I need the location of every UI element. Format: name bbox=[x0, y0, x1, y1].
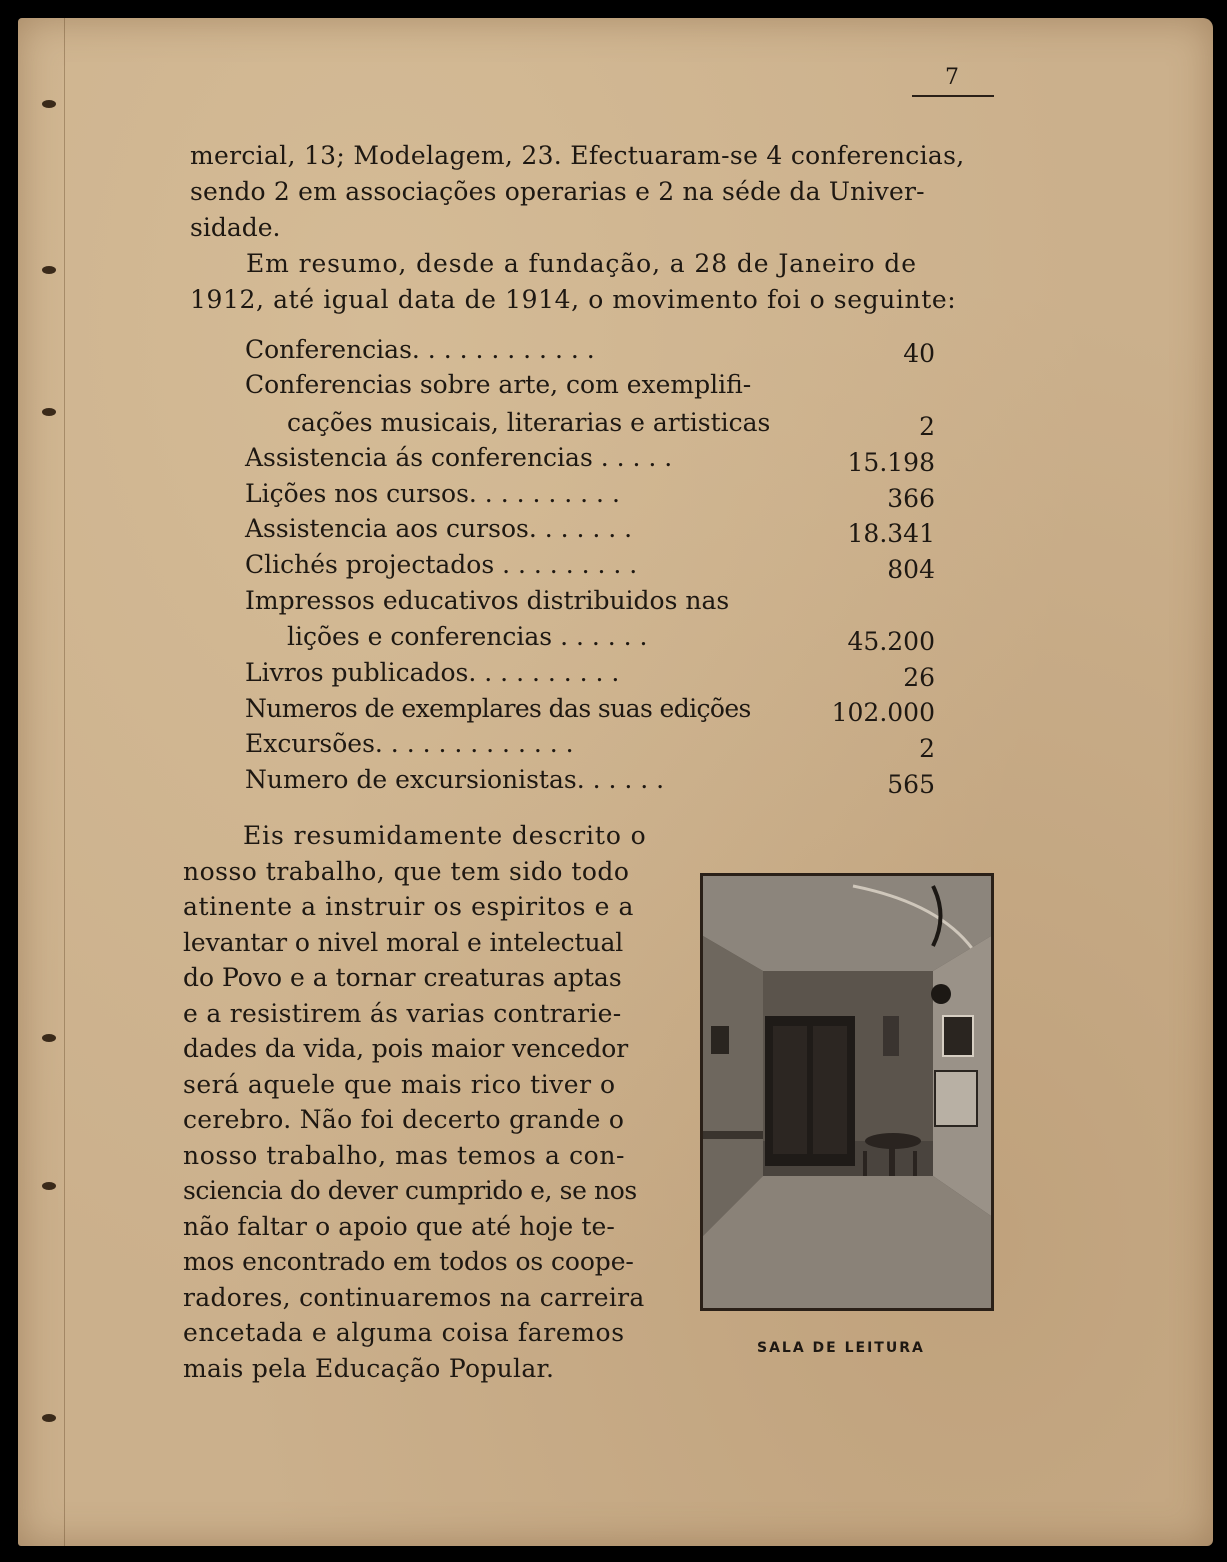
stat-label: Numero de excursionistas. . . . . . bbox=[245, 765, 665, 794]
stat-label: Livros publicados. . . . . . . . . . bbox=[245, 658, 620, 687]
closing-line: cerebro. Não foi decerto grande o bbox=[183, 1105, 625, 1134]
stat-label: Excursões. . . . . . . . . . . . . bbox=[245, 729, 574, 758]
page-number: 7 bbox=[945, 65, 959, 90]
closing-line: radores, continuaremos na carreira bbox=[183, 1283, 645, 1312]
stat-value: 2 bbox=[919, 412, 935, 441]
summary-line: 1912, até igual data de 1914, o movimento foi o seguinte: bbox=[190, 285, 957, 314]
stat-label: Assistencia ás conferencias . . . . . bbox=[245, 443, 673, 472]
stat-label: lições e conferencias . . . . . . bbox=[287, 622, 648, 651]
closing-line: mos encontrado em todos os coope- bbox=[183, 1247, 634, 1276]
summary-line: Em resumo, desde a fundação, a 28 de Janeiro de bbox=[246, 249, 917, 278]
stat-value: 26 bbox=[903, 663, 935, 692]
closing-line: e a resistirem ás varias contrarie- bbox=[183, 999, 622, 1028]
closing-line: não faltar o apoio que até hoje te- bbox=[183, 1212, 615, 1241]
stat-label: Impressos educativos distribuidos nas bbox=[245, 586, 730, 615]
intro-line: mercial, 13; Modelagem, 23. Efectuaram-se 4 conferencias, bbox=[190, 141, 965, 170]
stat-value: 366 bbox=[887, 484, 935, 513]
closing-line: nosso trabalho, mas temos a con- bbox=[183, 1141, 626, 1170]
closing-line: dades da vida, pois maior vencedor bbox=[183, 1034, 629, 1063]
stat-label: cações musicais, literarias e artisticas bbox=[287, 408, 771, 437]
stat-value: 804 bbox=[887, 555, 935, 584]
intro-line: sendo 2 em associações operarias e 2 na séde da Univer- bbox=[190, 177, 925, 206]
closing-line: do Povo e a tornar creaturas aptas bbox=[183, 963, 622, 992]
closing-line: atinente a instruir os espiritos e a bbox=[183, 892, 635, 921]
reading-room-illustration bbox=[703, 876, 991, 1308]
stat-label: Conferencias. . . . . . . . . . . . bbox=[245, 335, 595, 364]
reading-room-photo bbox=[700, 873, 994, 1311]
closing-line: sciencia do dever cumprido e, se nos bbox=[183, 1176, 637, 1205]
stat-value: 15.198 bbox=[847, 448, 935, 477]
stat-value: 102.000 bbox=[831, 698, 935, 727]
closing-line: mais pela Educação Popular. bbox=[183, 1354, 555, 1383]
closing-line: levantar o nivel moral e intelectual bbox=[183, 928, 624, 957]
closing-line: encetada e alguma coisa faremos bbox=[183, 1318, 625, 1347]
photo-caption: SALA DE LEITURA bbox=[757, 1340, 925, 1356]
closing-line: Eis resumidamente descrito o bbox=[243, 821, 647, 850]
stat-label: Clichés projectados . . . . . . . . . bbox=[245, 550, 638, 579]
stat-label: Conferencias sobre arte, com exemplifi- bbox=[245, 370, 752, 399]
closing-line: nosso trabalho, que tem sido todo bbox=[183, 857, 630, 886]
intro-line: sidade. bbox=[190, 213, 281, 242]
stat-label: Assistencia aos cursos. . . . . . . bbox=[245, 514, 633, 543]
stat-value: 565 bbox=[887, 770, 935, 799]
stat-value: 18.341 bbox=[847, 519, 935, 548]
stat-label: Numeros de exemplares das suas edições bbox=[245, 694, 751, 723]
stat-value: 45.200 bbox=[847, 627, 935, 656]
stat-value: 2 bbox=[919, 734, 935, 763]
closing-line: será aquele que mais rico tiver o bbox=[183, 1070, 616, 1099]
stat-value: 40 bbox=[903, 339, 935, 368]
stat-label: Lições nos cursos. . . . . . . . . . bbox=[245, 479, 620, 508]
